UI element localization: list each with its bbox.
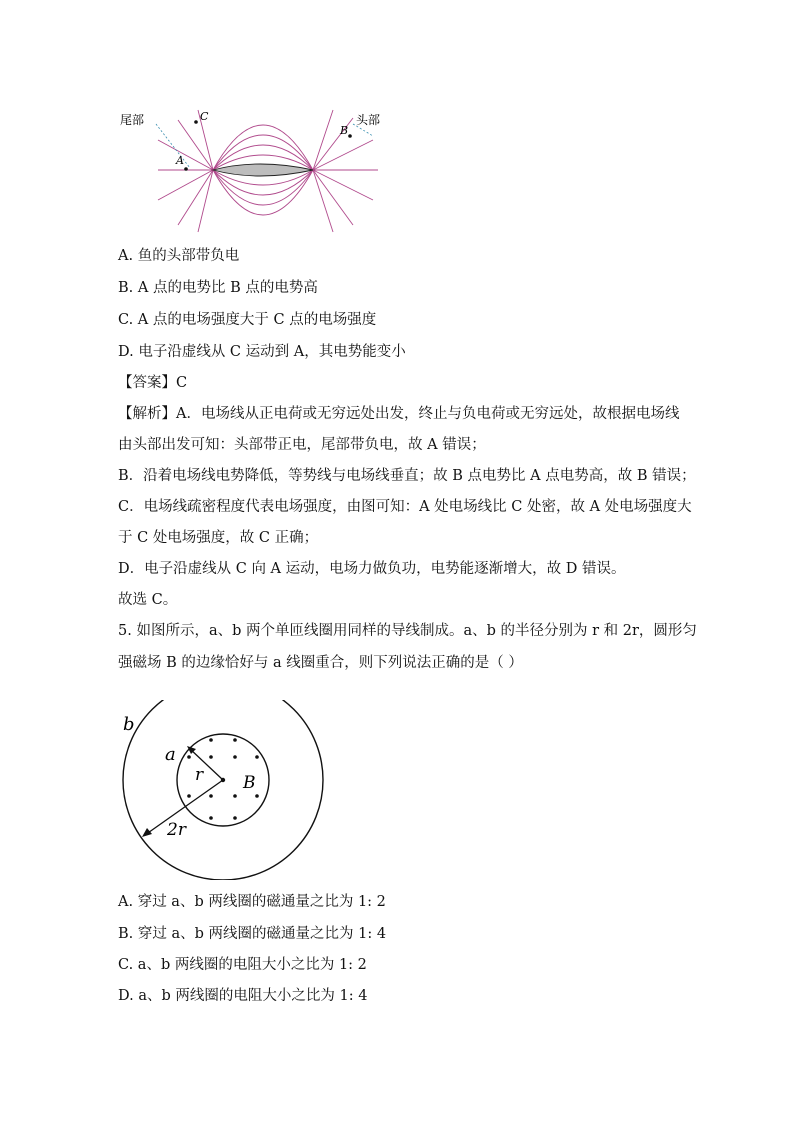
coil-b-label: b — [123, 714, 135, 735]
q4-analysis-line: 由头部出发可知：头部带正电，尾部带负电，故 A 错误； — [118, 437, 486, 453]
q5-option-a: A. 穿过 a、b 两线圈的磁通量之比为 1: 2 — [118, 894, 386, 910]
q4-analysis-line: B．沿着电场线电势降低，等势线与电场线垂直；故 B 点电势比 A 点电势高，故 B 错误； — [118, 468, 696, 484]
q4-analysis-line: D．电子沿虚线从 C 向 A 运动，电场力做负功，电势能逐渐增大，故 D 错误。 — [118, 561, 626, 577]
q4-option-b: B. A 点的电势比 B 点的电势高 — [118, 280, 318, 296]
radius-r-label: r — [195, 765, 204, 785]
q4-conclusion: 故选 C。 — [118, 592, 178, 608]
point-b-label: B — [340, 124, 349, 137]
q4-analysis-line: C．电场线疏密程度代表电场强度，由图可知：A 处电场线比 C 处密，故 A 处电场强度大 — [118, 499, 692, 515]
field-b-label: B — [243, 773, 256, 793]
q4-analysis-line: 【解析】A．电场线从正电荷或无穷远处出发，终止与负电荷或无穷远处，故根据电场线 — [118, 406, 680, 422]
coils-figure — [115, 700, 335, 880]
q5-option-d: D. a、b 两线圈的电阻大小之比为 1: 4 — [118, 988, 368, 1004]
q5-stem-line: 强磁场 B 的边缘恰好与 a 线圈重合，则下列说法正确的是（ ） — [118, 655, 523, 671]
q5-option-c: C. a、b 两线圈的电阻大小之比为 1: 2 — [118, 957, 367, 973]
q4-option-d: D. 电子沿虚线从 C 运动到 A，其电势能变小 — [118, 344, 406, 360]
q5-option-b: B. 穿过 a、b 两线圈的磁通量之比为 1: 4 — [118, 926, 387, 942]
tail-label: 尾部 — [120, 113, 145, 127]
q4-answer: 【答案】C — [118, 375, 188, 391]
q5-stem-line: 5. 如图所示，a、b 两个单匝线圈用同样的导线制成。a、b 的半径分别为 r 和 2r，圆形匀 — [118, 623, 697, 639]
fish-body — [213, 164, 313, 176]
coil-a-label: a — [165, 744, 176, 765]
head-label: 头部 — [356, 113, 381, 127]
coil-b — [123, 700, 323, 880]
fish-field-lines-figure — [118, 100, 388, 235]
q4-analysis-line: 于 C 处电场强度，故 C 正确； — [118, 530, 319, 546]
q4-option-c: C. A 点的电场强度大于 C 点的电场强度 — [118, 312, 377, 328]
radius-2r-label: 2r — [167, 820, 186, 840]
point-c-label: C — [200, 110, 209, 123]
q4-option-a: A. 鱼的头部带负电 — [118, 248, 240, 264]
point-a-label: A — [176, 154, 184, 167]
